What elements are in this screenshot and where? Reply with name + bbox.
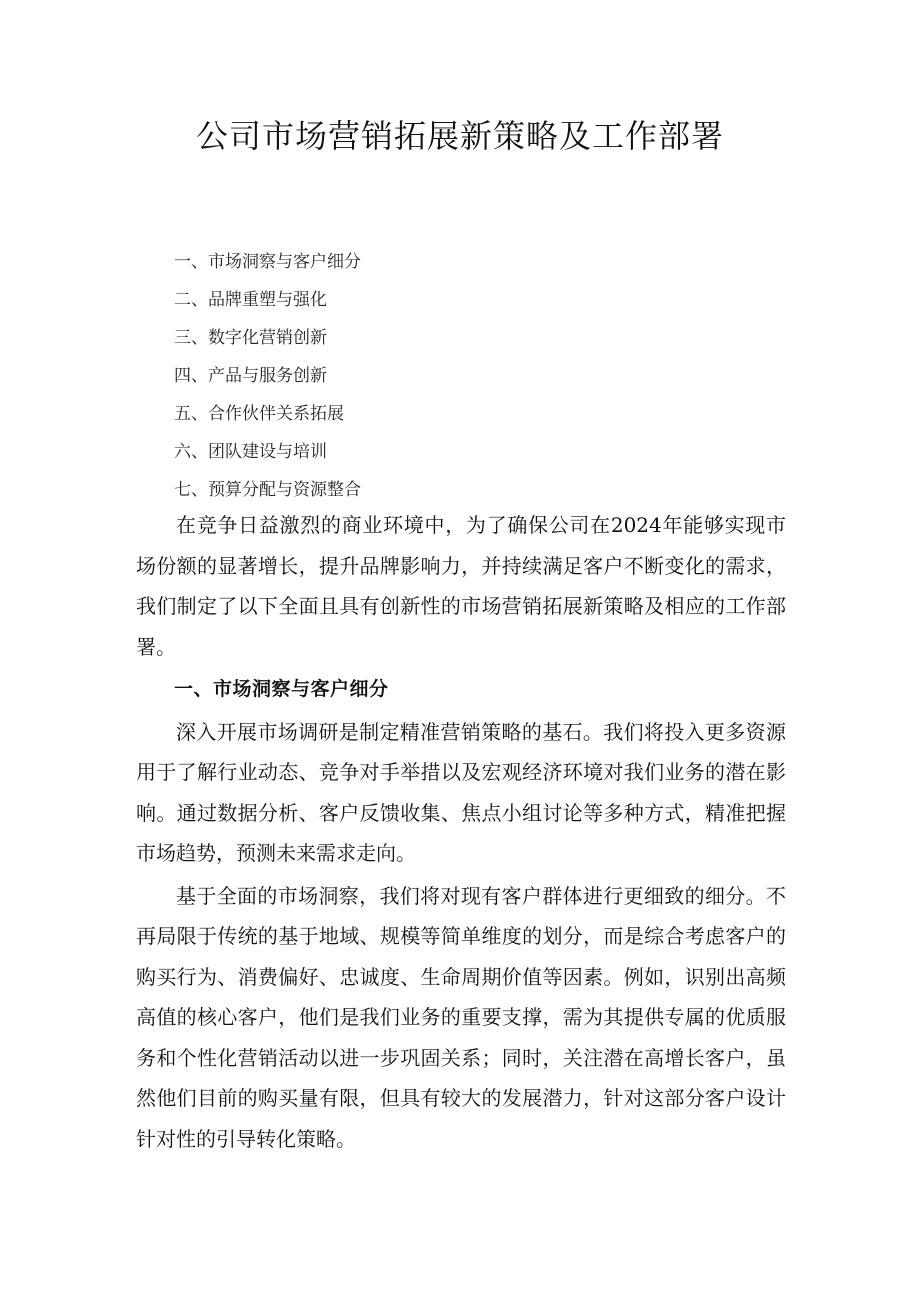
toc-item: 二、品牌重塑与强化 <box>174 290 327 310</box>
body-paragraph: 深入开展市场调研是制定精准营销策略的基石。我们将投入更多资源用于了解行业动态、竞争对手举措以及宏观经济环境对我们业务的潜在影响。通过数据分析、客户反馈收集、焦点小组讨论等多种方式，精准把握市场趋势，预测未来需求走向。 <box>136 719 786 865</box>
intro-paragraph: 在竞争日益激烈的商业环境中，为了确保公司在2024年能够实现市场份额的显著增长，提升品牌影响力，并持续满足客户不断变化的需求，我们制定了以下全面且具有创新性的市场营销拓展新策略及相应的工作部署。 <box>136 513 786 659</box>
toc-item: 一、市场洞察与客户细分 <box>174 252 361 272</box>
toc-item: 四、产品与服务创新 <box>174 366 327 386</box>
toc-item: 三、数字化营销创新 <box>174 328 327 348</box>
document-title: 公司市场营销拓展新策略及工作部署 <box>195 117 724 155</box>
body-paragraph: 基于全面的市场洞察，我们将对现有客户群体进行更细致的细分。不再局限于传统的基于地域、规模等简单维度的划分，而是综合考虑客户的购买行为、消费偏好、忠诚度、生命周期价值等因素。例如，识别出高频高值的核心客户，他们是我们业务的重要支撑，需为其提供专属的优质服务和个性化营销活动以进一步巩固关系；同时，关注潜在高增长客户，虽然他们目前的购买量有限，但具有较大的发展潜力，针对这部分客户设计针对性的引导转化策略。 <box>136 883 786 1151</box>
document-body <box>136 505 786 1159</box>
toc-item: 五、合作伙伴关系拓展 <box>174 404 344 424</box>
toc-item: 六、团队建设与培训 <box>174 442 327 462</box>
toc-item: 七、预算分配与资源整合 <box>174 480 361 500</box>
table-of-contents <box>174 243 774 509</box>
section-heading: 一、市场洞察与客户细分 <box>174 678 389 700</box>
